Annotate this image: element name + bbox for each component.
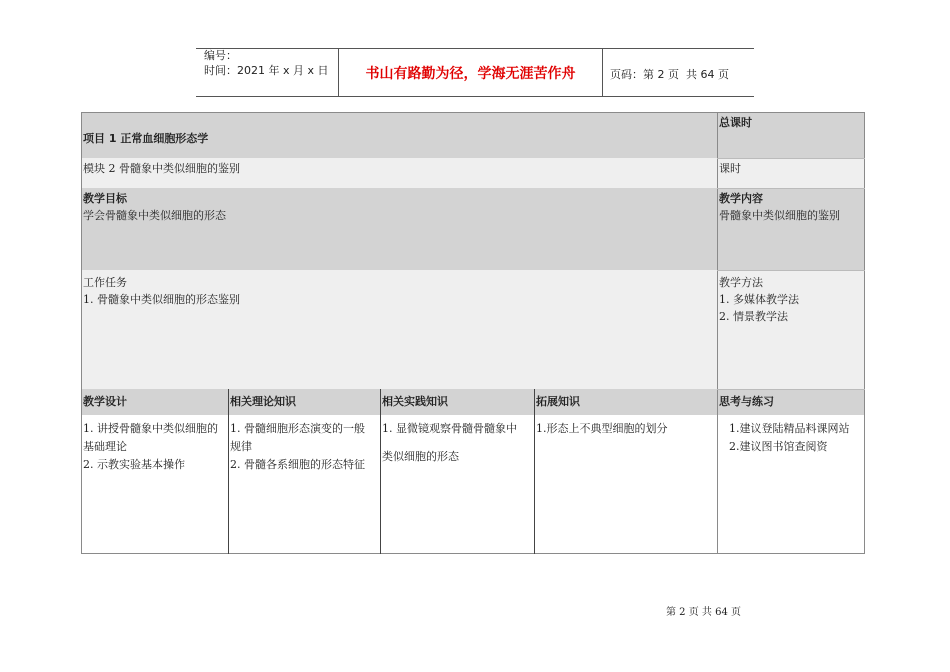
header-divider-2 [602, 48, 603, 96]
task-label: 工作任务 [83, 276, 127, 289]
module-name: 模块 2 骨髓象中类似细胞的鉴别 [83, 162, 240, 175]
method-cell [717, 270, 864, 389]
table-border-left [81, 112, 82, 554]
design-line: 2. 示教实验基本操作 [83, 458, 185, 471]
number-label: 编号： [204, 49, 237, 62]
time-label: 时间：2021 年 x 月 x 日 [204, 64, 329, 77]
project-title: 项目 1 正常血细胞形态学 [83, 132, 209, 145]
task-item: 1. 骨髓象中类似细胞的形态鉴别 [83, 293, 240, 306]
design-line: 基础理论 [83, 440, 127, 453]
practice-content [380, 415, 534, 553]
class-hours-label: 课时 [719, 162, 741, 175]
theory-line: 规律 [230, 440, 252, 453]
objective-text: 学会骨髓象中类似细胞的形态 [83, 209, 226, 222]
class-hours-cell [717, 158, 864, 188]
row-divider [717, 188, 865, 189]
theory-line: 2. 骨髓各系细胞的形态特征 [230, 458, 365, 471]
extension-header: 拓展知识 [534, 389, 717, 415]
table-border-top [81, 112, 865, 113]
content-cell [717, 188, 864, 270]
task-cell [81, 270, 717, 389]
method-item: 2. 情景教学法 [719, 310, 788, 323]
practice-header: 相关实践知识 [380, 389, 534, 415]
practice-line: 类似细胞的形态 [382, 450, 459, 463]
table-divider-right [717, 112, 718, 554]
project-title-cell [81, 112, 717, 158]
column-divider [228, 389, 229, 554]
exercise-line: 1.建议登陆精品料课网站 [729, 422, 850, 435]
method-item: 1. 多媒体教学法 [719, 293, 799, 306]
design-line: 1. 讲授骨髓象中类似细胞的 [83, 422, 218, 435]
practice-line: 1. 显微镜观察骨髓骨髓象中 [382, 422, 517, 435]
table-border-right [864, 112, 865, 554]
row-divider [717, 158, 865, 159]
total-hours-cell [717, 112, 864, 158]
footer-page-number: 第 2 页 共 64 页 [666, 607, 741, 618]
theory-line: 1. 骨髓细胞形态演变的一般 [230, 422, 365, 435]
extension-content [534, 415, 717, 553]
theory-header: 相关理论知识 [228, 389, 380, 415]
header-page-number: 页码：第 2 页 共 64 页 [610, 68, 729, 81]
exercise-content [717, 415, 864, 553]
objective-label: 教学目标 [83, 192, 127, 205]
table-border-bottom [81, 553, 865, 554]
header-bottom-rule [196, 96, 754, 97]
design-header: 教学设计 [81, 389, 228, 415]
design-content [81, 415, 228, 553]
row-divider [717, 270, 865, 271]
exercise-header: 思考与练习 [717, 389, 864, 415]
total-hours-label: 总课时 [719, 116, 752, 129]
content-text: 骨髓象中类似细胞的鉴别 [719, 209, 840, 222]
row-divider [717, 389, 865, 390]
column-divider [380, 389, 381, 554]
header-motto: 书山有路勤为径，学海无涯苦作舟 [365, 66, 576, 82]
exercise-line: 2.建议图书馆查阅资 [729, 440, 828, 453]
theory-content [228, 415, 380, 553]
header-divider-1 [338, 48, 339, 96]
column-divider [534, 389, 535, 554]
objective-cell [81, 188, 717, 270]
header-meta [204, 48, 329, 78]
module-cell [81, 158, 717, 188]
extension-line: 1.形态上不典型细胞的划分 [536, 422, 668, 435]
content-label: 教学内容 [719, 192, 763, 205]
method-label: 教学方法 [719, 276, 763, 289]
